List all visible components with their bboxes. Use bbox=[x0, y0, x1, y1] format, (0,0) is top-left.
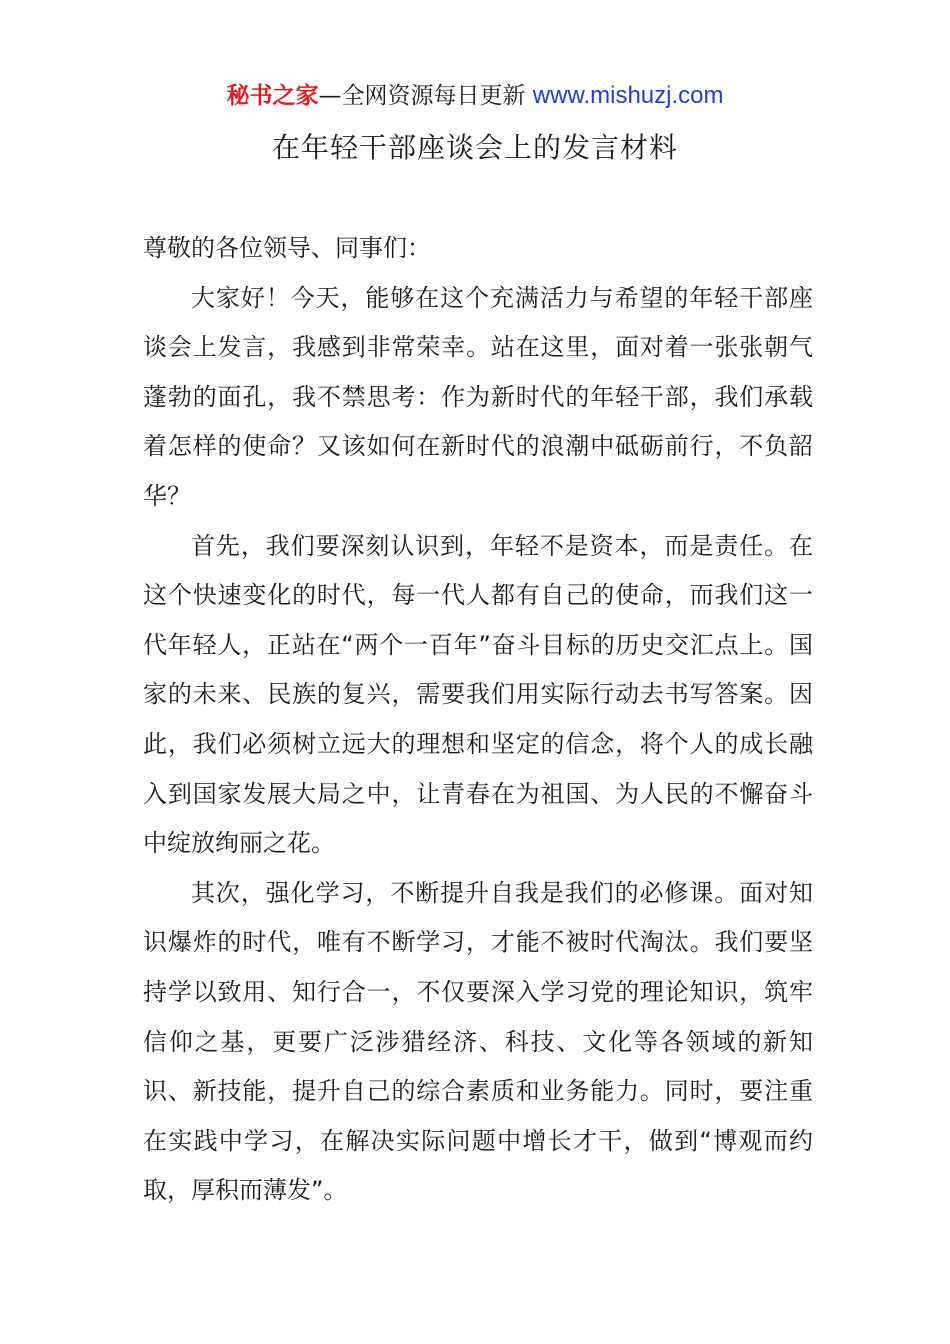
brand-name: 秘书之家 bbox=[226, 83, 319, 109]
header-dash: — bbox=[318, 83, 342, 109]
site-url[interactable]: www.mishuzj.com bbox=[532, 82, 724, 109]
paragraph-1: 大家好！今天，能够在这个充满活力与希望的年轻干部座谈会上发言，我感到非常荣幸。站在这里，面对着一张张朝气蓬勃的面孔，我不禁思考：作为新时代的年轻干部，我们承载着怎样的使命？又该如何在新时代的浪潮中砥砺前行，不负韶华？ bbox=[143, 283, 813, 510]
paragraph-2: 首先，我们要深刻认识到，年轻不是资本，而是责任。在这个快速变化的时代，每一代人都有自己的使命，而我们这一代年轻人，正站在“两个一百年”奋斗目标的历史交汇点上。国家的未来、民族的复兴，需要我们用实际行动去书写答案。因此，我们必须树立远大的理想和坚定的信念，将个人的成长融入到国家发展大局之中，让青春在为祖国、为人民的不懈奋斗中绽放绚丽之花。 bbox=[143, 531, 813, 858]
document-title: 在年轻干部座谈会上的发言材料 bbox=[271, 131, 678, 164]
greeting: 尊敬的各位领导、同事们： bbox=[143, 234, 431, 262]
paragraph-3: 其次，强化学习，不断提升自我是我们的必修课。面对知识爆炸的时代，唯有不断学习，才能不被时代淘汰。我们要坚持学以致用、知行合一，不仅要深入学习党的理论知识，筑牢信仰之基，更要广泛涉猎经济、科技、文化等各领域的新知识、新技能，提升自己的综合素质和业务能力。同时，要注重在实践中学习，在解决实际问题中增长才干，做到“博观而约取，厚积而薄发”。 bbox=[143, 878, 813, 1205]
header-slogan: 全网资源每日更新 bbox=[341, 83, 533, 109]
document-body bbox=[143, 224, 813, 1216]
site-header bbox=[0, 80, 950, 112]
